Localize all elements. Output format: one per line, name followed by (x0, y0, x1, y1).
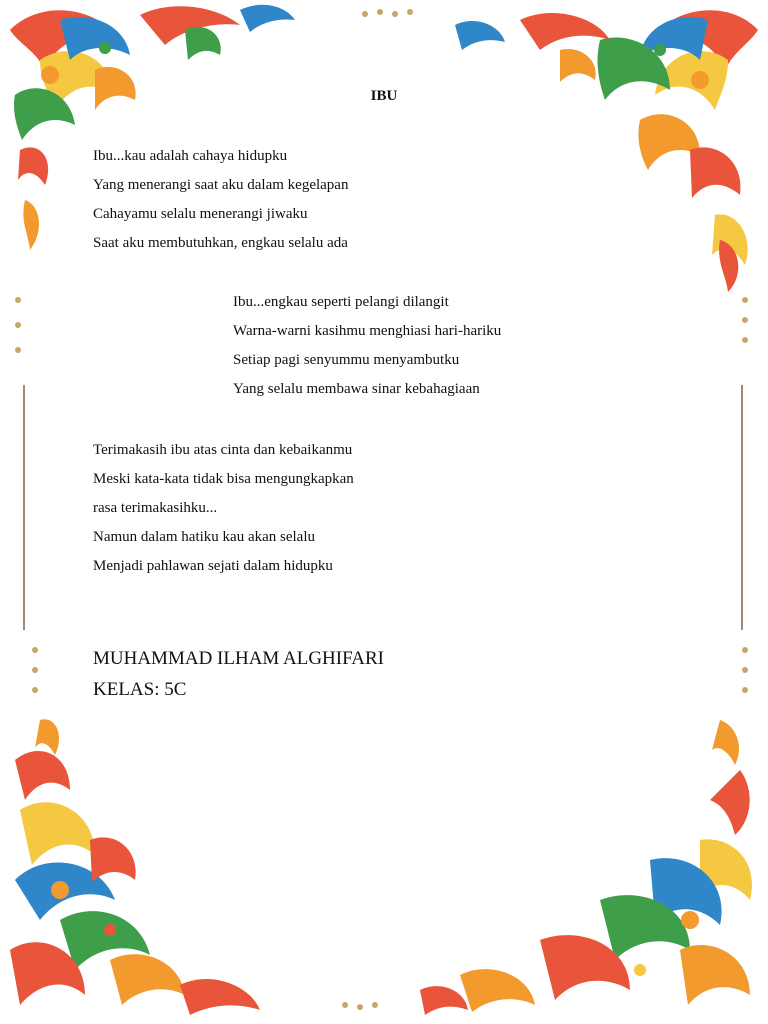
poem-line: rasa terimakasihku... (93, 500, 218, 516)
author-block (93, 643, 384, 705)
poem-line: Yang selalu membawa sinar kebahagiaan (233, 381, 480, 397)
poem-line: Meski kata-kata tidak bisa mengungkapkan (93, 471, 354, 487)
stanza-2 (233, 288, 501, 404)
poem-line: Cahayamu selalu menerangi jiwaku (93, 206, 308, 222)
poem-line: Terimakasih ibu atas cinta dan kebaikanmu (93, 442, 353, 458)
poem-title: IBU (370, 88, 398, 104)
stanza-3 (93, 436, 354, 581)
bottom-left-ornament (10, 719, 260, 1015)
poem-line: Ibu...engkau seperti pelangi dilangit (233, 294, 449, 310)
author-name: MUHAMMAD ILHAM ALGHIFARI (93, 648, 384, 669)
stanza-1 (93, 142, 348, 258)
author-class: KELAS: 5C (93, 679, 187, 700)
poem-line: Warna-warni kasihmu menghiasi hari-hariku (233, 323, 502, 339)
poem-line: Saat aku membutuhkan, engkau selalu ada (93, 235, 348, 251)
top-right-ornament (455, 10, 758, 292)
bottom-right-ornament (420, 720, 752, 1015)
poem-line: Yang menerangi saat aku dalam kegelapan (93, 177, 349, 193)
poem-line: Setiap pagi senyummu menyambutku (233, 352, 460, 368)
poem-line: Ibu...kau adalah cahaya hidupku (93, 148, 288, 164)
poem-line: Menjadi pahlawan sejati dalam hidupku (93, 558, 333, 574)
poem-line: Namun dalam hatiku kau akan selalu (93, 529, 316, 545)
